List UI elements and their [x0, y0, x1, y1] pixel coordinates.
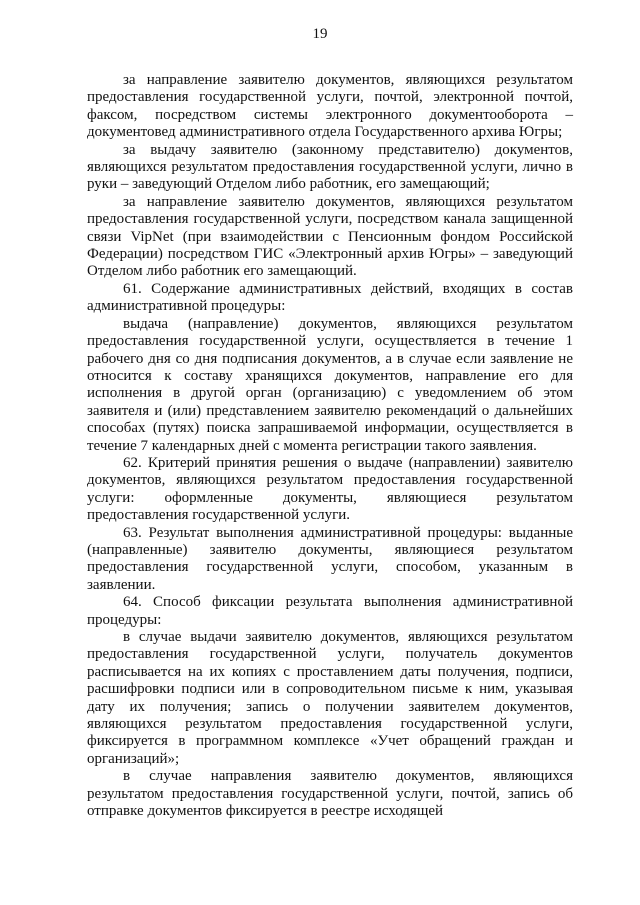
paragraph-item-63: 63. Результат выполнения административной процедуры: выданные (направленные) заявителю документы, являющиеся результатом предоставления государственной услуги, способом, указанным в заявлении.	[87, 524, 573, 593]
paragraph: в случае направления заявителю документов, являющихся результатом предоставления государственной услуги, почтой, запись об отправке документов фиксируется в реестре исходящей	[87, 768, 573, 820]
paragraph: за выдачу заявителю (законному представителю) документов, являющихся результатом предоставления государственной услуги, лично в руки – заведующий Отделом либо работник, его замещающий;	[87, 141, 573, 193]
paragraph-item-61: 61. Содержание административных действий, входящих в состав административной процедуры:	[87, 280, 573, 315]
paragraph-item-64: 64. Способ фиксации результата выполнения административной процедуры:	[87, 594, 573, 628]
paragraph-item-62: 62. Критерий принятия решения о выдаче (направлении) заявителю документов, являющихся результатом предоставления государственной услуги: оформленные документы, являющиеся результатом предоставления государственной услуги.	[87, 454, 573, 524]
page-number: 19	[312, 26, 328, 42]
paragraph: в случае выдачи заявителю документов, являющихся результатом предоставления государственной услуги, получатель документов расписывается на их копиях с проставлением даты получения, подписи, расшифровки подписи или в сопроводительном письме к ним, указывая дату их получения; запись о получении заявителем документов, являющихся результатом предоставления государственной услуги, фиксируется в программном комплексе «Учет обращений граждан и организаций»;	[87, 629, 573, 767]
paragraph: выдача (направление) документов, являющихся результатом предоставления государственной услуги, осуществляется в течение 1 рабочего дня со дня подписания документов, а в случае если заявление не относится к составу хранящихся документов, направление его для исполнения в другой орган (организацию) с уведомлением об этом заявителя и (или) представлением заявителю рекомендаций о дальнейших способах (путях) поиска запрашиваемой информации, осуществляется в течение 7 календарных дней с момента регистрации такого заявления.	[87, 315, 573, 454]
paragraph: за направление заявителю документов, являющихся результатом предоставления государственной услуги, посредством канала защищенной связи VipNet (при взаимодействии с Пенсионным фондом Российской Федерации) посредством ГИС «Электронный архив Югры» – заведующий Отделом либо работник его замещающий.	[87, 193, 573, 280]
paragraph: за направление заявителю документов, являющихся результатом предоставления государственной услуги, почтой, электронной почтой, факсом, посредством системы электронного документооборота – документовед административного отдела Государственного архива Югры;	[87, 72, 573, 141]
document-body	[87, 72, 573, 820]
